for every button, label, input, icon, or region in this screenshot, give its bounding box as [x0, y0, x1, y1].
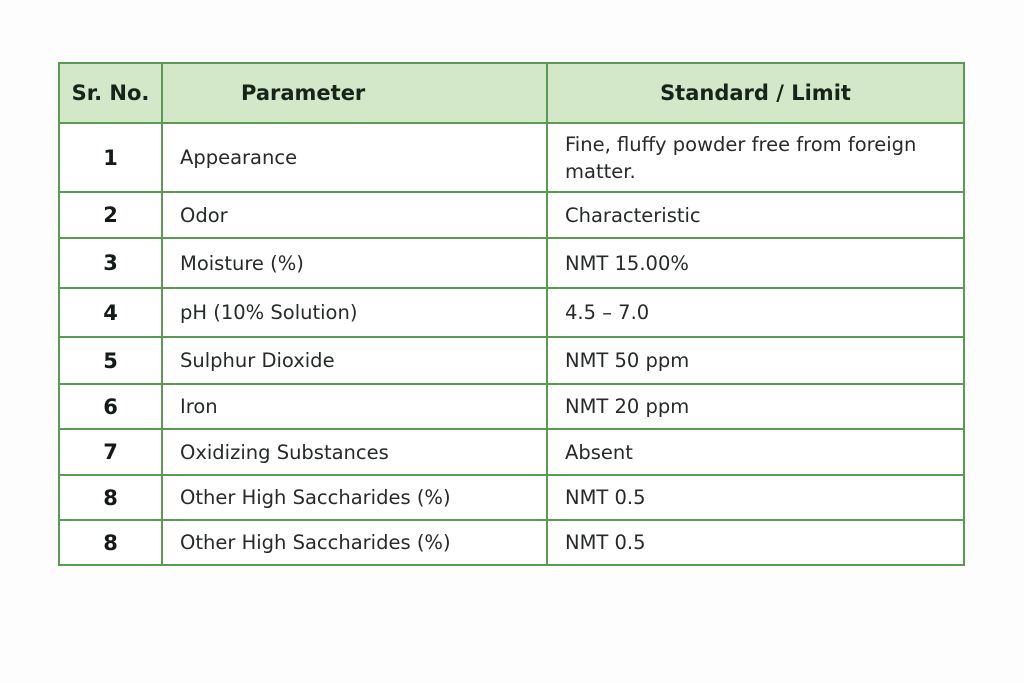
sr-no-cell: 8: [59, 475, 162, 520]
header-row: [59, 63, 964, 123]
table-row: [59, 288, 964, 337]
table-header: [59, 63, 964, 123]
table-row: [59, 520, 964, 565]
table-row: [59, 238, 964, 288]
sr-no-cell: 1: [59, 123, 162, 192]
table-row: [59, 337, 964, 384]
parameter-cell: Oxidizing Substances: [162, 429, 547, 475]
header-sr-no: Sr. No.: [59, 63, 162, 123]
standard-cell: Characteristic: [547, 192, 964, 238]
sr-no-cell: 6: [59, 384, 162, 429]
sr-no-cell: 7: [59, 429, 162, 475]
standard-cell: Absent: [547, 429, 964, 475]
sr-no-cell: 5: [59, 337, 162, 384]
table-row: [59, 384, 964, 429]
parameter-cell: Sulphur Dioxide: [162, 337, 547, 384]
standard-cell: NMT 20 ppm: [547, 384, 964, 429]
header-standard-limit: Standard / Limit: [547, 63, 964, 123]
parameter-cell: Other High Saccharides (%): [162, 475, 547, 520]
standard-cell: NMT 0.5: [547, 520, 964, 565]
header-parameter: Parameter: [162, 63, 547, 123]
table-row: [59, 123, 964, 192]
standard-cell: 4.5 – 7.0: [547, 288, 964, 337]
parameter-cell: Iron: [162, 384, 547, 429]
table-row: [59, 192, 964, 238]
parameter-cell: Appearance: [162, 123, 547, 192]
standard-cell: NMT 15.00%: [547, 238, 964, 288]
table-body: [59, 123, 964, 565]
standard-cell: NMT 0.5: [547, 475, 964, 520]
sr-no-cell: 3: [59, 238, 162, 288]
parameter-cell: pH (10% Solution): [162, 288, 547, 337]
specification-table: [58, 62, 965, 566]
table-row: [59, 475, 964, 520]
standard-cell: Fine, fluffy powder free from foreign matter.: [547, 123, 964, 192]
standard-cell: NMT 50 ppm: [547, 337, 964, 384]
parameter-cell: Moisture (%): [162, 238, 547, 288]
table-row: [59, 429, 964, 475]
parameter-cell: Odor: [162, 192, 547, 238]
parameter-cell: Other High Saccharides (%): [162, 520, 547, 565]
sr-no-cell: 4: [59, 288, 162, 337]
sr-no-cell: 2: [59, 192, 162, 238]
sr-no-cell: 8: [59, 520, 162, 565]
